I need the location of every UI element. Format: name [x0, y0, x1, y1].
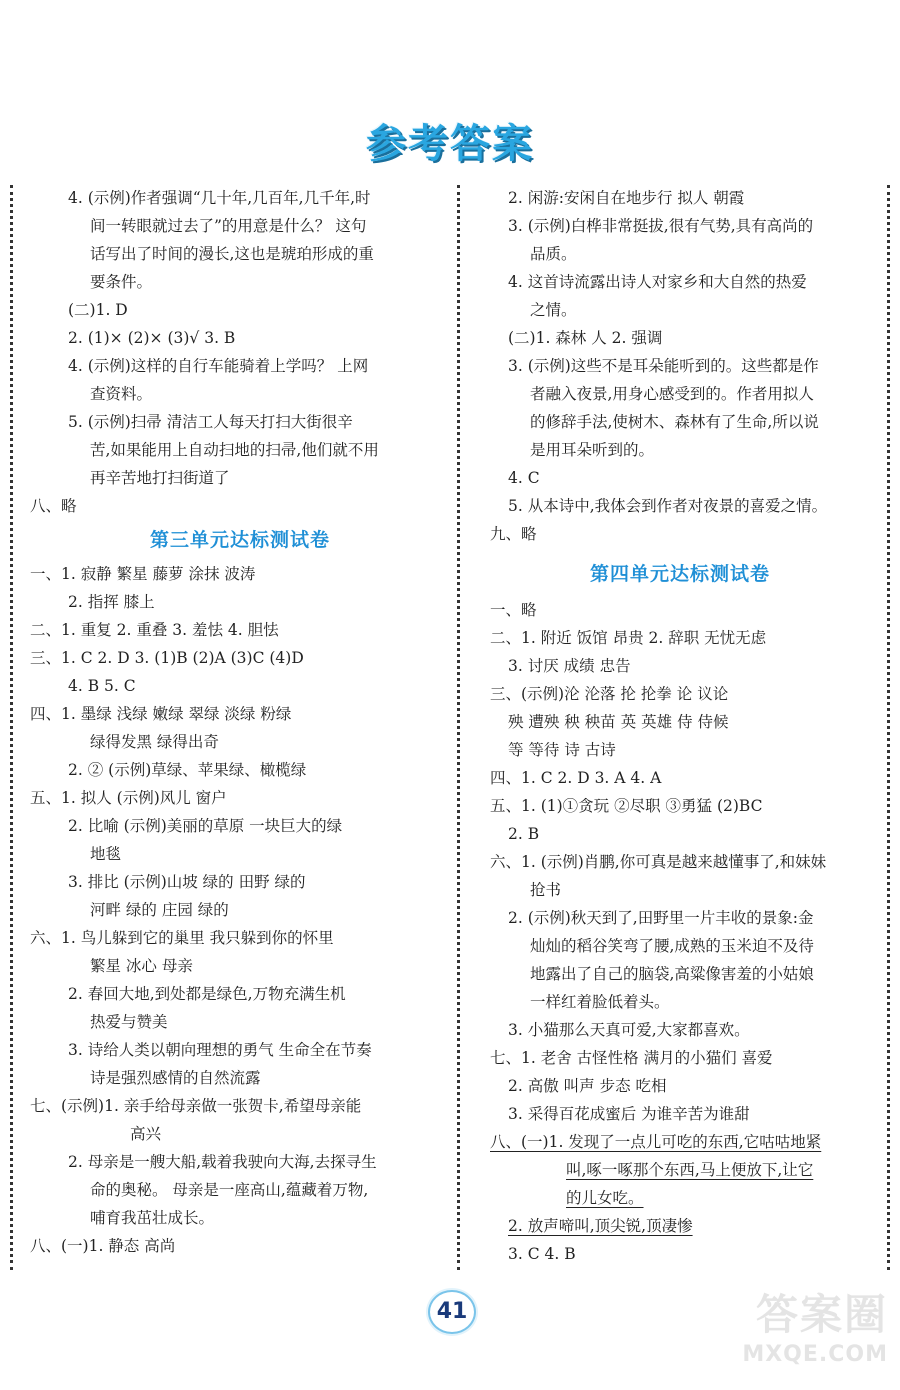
- page-number: 41: [428, 1290, 476, 1334]
- answer-line: 3. 诗给人类以朝向理想的勇气 生命全在节奏: [68, 1041, 372, 1059]
- answer-line: 3. 采得百花成蜜后 为谁辛苦为谁甜: [508, 1105, 750, 1123]
- answer-line: 再辛苦地打扫街道了: [90, 469, 230, 487]
- answer-line: 品质。: [530, 245, 577, 263]
- answer-line: 七、1. 老舍 古怪性格 满月的小猫们 喜爱: [490, 1049, 773, 1067]
- answer-line-underlined: 2. 放声啼叫,顶尖锐,顶凄惨: [508, 1217, 693, 1235]
- answer-line: 绿得发黑 绿得出奇: [90, 733, 219, 751]
- answer-line: 5. (示例)扫帚 清洁工人每天打扫大街很辛: [68, 413, 353, 431]
- answer-line: 二、1. 重复 2. 重叠 3. 羞怯 4. 胆怯: [30, 621, 279, 639]
- answer-line: 是用耳朵听到的。: [530, 441, 655, 459]
- answer-line: 八、略: [30, 497, 77, 515]
- answer-line: 4. 这首诗流露出诗人对家乡和大自然的热爱: [508, 273, 807, 291]
- answer-line: 3. 讨厌 成绩 忠告: [508, 657, 631, 675]
- answer-line: (二)1. 森林 人 2. 强调: [508, 329, 663, 347]
- answer-line: 三、1. C 2. D 3. (1)B (2)A (3)C (4)D: [30, 649, 304, 667]
- answer-line: 4. C: [508, 469, 540, 487]
- answer-line: (二)1. D: [68, 301, 128, 319]
- answer-line: 2. 春回大地,到处都是绿色,万物充满生机: [68, 985, 346, 1003]
- answer-line: 九、略: [490, 525, 537, 543]
- answer-line: 五、1. 拟人 (示例)风儿 窗户: [30, 789, 227, 807]
- answer-line: 诗是强烈感情的自然流露: [90, 1069, 261, 1087]
- answer-line: 2. 闲游:安闲自在地步行 拟人 朝霞: [508, 189, 745, 207]
- section-title-unit-4: 第四单元达标测试卷: [589, 563, 770, 585]
- answer-line: 2. 指挥 膝上: [68, 593, 155, 611]
- answer-line: 2. 高傲 叫声 步态 吃相: [508, 1077, 667, 1095]
- answer-line: 一、1. 寂静 繁星 藤萝 涂抹 波涛: [30, 565, 256, 583]
- answer-line: 3. 排比 (示例)山坡 绿的 田野 绿的: [68, 873, 306, 891]
- answer-line: 3. (示例)白桦非常挺拔,很有气势,具有高尚的: [508, 217, 814, 235]
- answer-line: 苦,如果能用上自动扫地的扫帚,他们就不用: [90, 441, 379, 459]
- center-dotted-divider: [457, 185, 460, 1270]
- answer-line: 繁星 冰心 母亲: [90, 957, 193, 975]
- right-column: [490, 184, 870, 1268]
- answer-line: 3. C 4. B: [508, 1245, 576, 1263]
- watermark-logo: [708, 1282, 888, 1382]
- answer-line: 2. 比喻 (示例)美丽的草原 一块巨大的绿: [68, 817, 343, 835]
- answer-line: 一样红着脸低着头。: [530, 993, 670, 1011]
- answer-line: 抢书: [530, 881, 562, 899]
- answer-line: 之情。: [530, 301, 577, 319]
- section-title-unit-3: 第三单元达标测试卷: [149, 529, 330, 551]
- answer-line: 七、(示例)1. 亲手给母亲做一张贺卡,希望母亲能: [30, 1097, 362, 1115]
- answer-line: 三、(示例)沦 沦落 抡 抡拳 论 议论: [490, 685, 729, 703]
- answer-line-underlined: 八、(一)1. 发现了一点儿可吃的东西,它咕咕地紧: [490, 1133, 822, 1151]
- answer-line: 者融入夜景,用身心感受到的。作者用拟人: [530, 385, 814, 403]
- answer-line: 5. 从本诗中,我体会到作者对夜景的喜爱之情。: [508, 497, 828, 515]
- left-column: [30, 184, 450, 1260]
- answer-line-underlined: 的儿女吃。: [566, 1189, 644, 1207]
- answer-line: 六、1. (示例)肖鹏,你可真是越来越懂事了,和妹妹: [490, 853, 827, 871]
- page-title: 参考答案: [366, 121, 534, 167]
- answer-line: 四、1. 墨绿 浅绿 嫩绿 翠绿 淡绿 粉绿: [30, 705, 292, 723]
- answer-line: 等 等待 诗 古诗: [508, 741, 616, 759]
- answer-line: 五、1. (1)①贪玩 ②尽职 ③勇猛 (2)BC: [490, 797, 763, 815]
- left-dotted-border: [10, 185, 13, 1270]
- answer-line: 的修辞手法,使树木、森林有了生命,所以说: [530, 413, 819, 431]
- answer-line: 六、1. 鸟儿躲到它的巢里 我只躲到你的怀里: [30, 929, 334, 947]
- answer-line: 殃 遭殃 秧 秧苗 英 英雄 侍 侍候: [508, 713, 729, 731]
- answer-line: 查资料。: [90, 385, 153, 403]
- answer-line: 河畔 绿的 庄园 绿的: [90, 901, 229, 919]
- answer-line: 3. (示例)这些不是耳朵能听到的。这些都是作: [508, 357, 819, 375]
- answer-line: 3. 小猫那么天真可爱,大家都喜欢。: [508, 1021, 750, 1039]
- answer-line: 热爱与赞美: [90, 1013, 168, 1031]
- answer-line: 哺育我茁壮成长。: [90, 1209, 215, 1227]
- answer-line: 4. B 5. C: [68, 677, 136, 695]
- answer-line: 命的奥秘。 母亲是一座高山,蕴藏着万物,: [90, 1181, 369, 1199]
- answer-line: 2. 母亲是一艘大船,载着我驶向大海,去探寻生: [68, 1153, 377, 1171]
- answer-line: 地毯: [90, 845, 122, 863]
- answer-line: 一、略: [490, 601, 537, 619]
- answer-line: 要条件。: [90, 273, 153, 291]
- answer-line: 灿灿的稻谷笑弯了腰,成熟的玉米迫不及待: [530, 937, 814, 955]
- answer-line: 八、(一)1. 静态 高尚: [30, 1237, 176, 1255]
- answer-line: 2. (示例)秋天到了,田野里一片丰收的景象:金: [508, 909, 814, 927]
- answer-line: 话写出了时间的漫长,这也是琥珀形成的重: [90, 245, 374, 263]
- answer-line: 间一转眼就过去了”的用意是什么？ 这句: [90, 217, 367, 235]
- answer-line: 4. (示例)这样的自行车能骑着上学吗？ 上网: [68, 357, 369, 375]
- answer-line: 2. ② (示例)草绿、苹果绿、橄榄绿: [68, 761, 307, 779]
- answer-line: 4. (示例)作者强调“几十年,几百年,几千年,时: [68, 189, 371, 207]
- watermark-text: 答案圈: [755, 1290, 888, 1339]
- answer-line-underlined: 叫,啄一啄那个东西,马上便放下,让它: [566, 1161, 814, 1179]
- right-dotted-border: [887, 185, 890, 1270]
- watermark-url: MXQE.COM: [742, 1342, 888, 1367]
- answer-line: 2. (1)× (2)× (3)√ 3. B: [68, 329, 236, 347]
- answer-line: 地露出了自己的脑袋,高粱像害羞的小姑娘: [530, 965, 814, 983]
- answer-line: 2. B: [508, 825, 540, 843]
- answer-line: 二、1. 附近 饭馆 昂贵 2. 辞职 无忧无虑: [490, 629, 767, 647]
- answer-line: 四、1. C 2. D 3. A 4. A: [490, 769, 662, 787]
- answer-line: 高兴: [130, 1125, 162, 1143]
